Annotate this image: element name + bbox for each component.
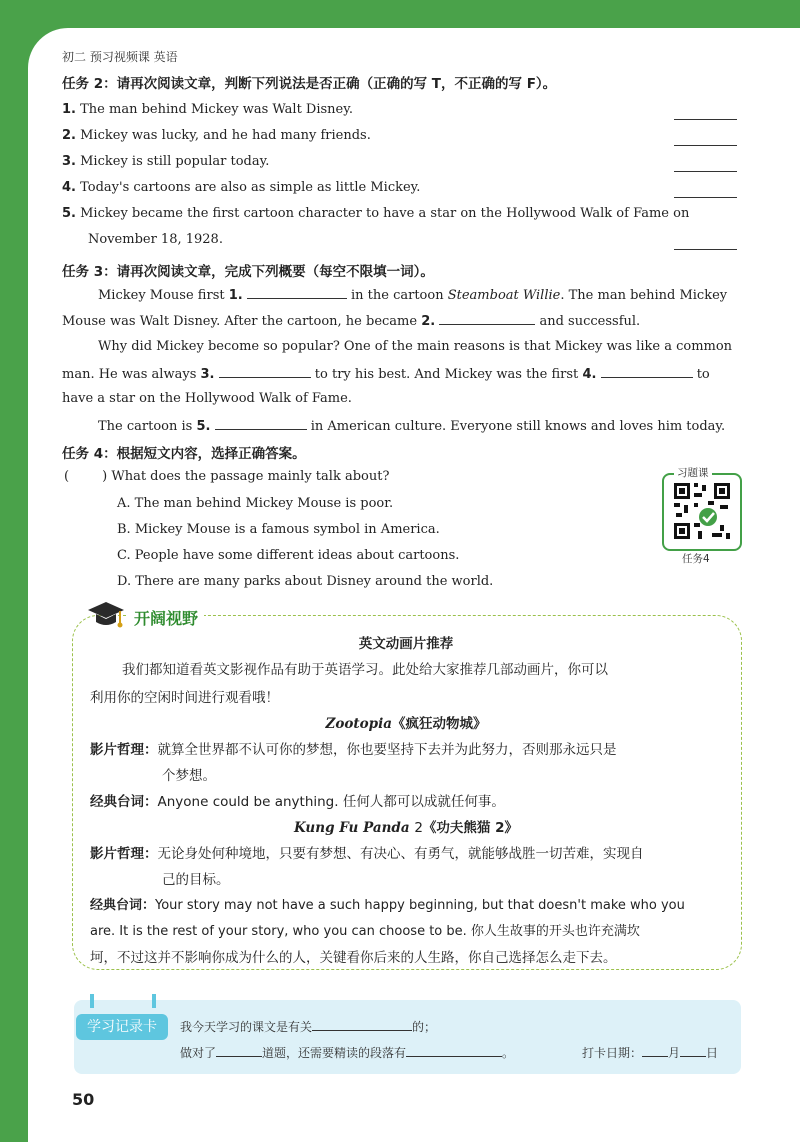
study-record-card <box>74 1000 741 1074</box>
vision-section-title: 开阔视野 <box>128 606 204 629</box>
vision-intro-2: 利用你的空闲时间进行观看哦！ <box>90 690 279 706</box>
summary-line-4: man. He was always 3. to try his best. And Mickey was the first 4. to <box>62 367 710 382</box>
checkin-date: 打卡日期： 月 日 <box>582 1046 719 1060</box>
task2-item-4 <box>62 180 420 195</box>
card-line-2: 做对了 道题，还需要精读的段落有 。 <box>180 1046 515 1060</box>
blank-number: 3. <box>200 367 215 382</box>
blank-number: 1. <box>228 288 243 303</box>
item-number: 5. <box>62 206 76 221</box>
page-header: 初二 预习视频课 英语 <box>62 50 178 64</box>
summary-line-2: Mouse was Walt Disney. After the cartoon, he became 2. and successful. <box>62 314 641 329</box>
option-a[interactable]: A. The man behind Mickey Mouse is poor. <box>117 496 394 511</box>
summary-line-6: The cartoon is 5. in American culture. Everyone still knows and loves him today. <box>98 419 726 434</box>
item-text: The man behind Mickey was Walt Disney. <box>80 102 353 117</box>
summary-blank-5[interactable] <box>215 417 307 430</box>
blank-number: 2. <box>421 314 436 329</box>
answer-blank-3[interactable] <box>674 171 737 172</box>
label: 影片哲理： <box>90 846 158 862</box>
task4-title: 任务 4：根据短文内容，选择正确答案。 <box>62 446 306 462</box>
item-text: Mickey was lucky, and he had many friends. <box>80 128 371 143</box>
card-clip <box>90 994 94 1008</box>
option-c[interactable]: C. People have some different ideas about cartoons. <box>117 548 460 563</box>
item-text: Mickey is still popular today. <box>80 154 270 169</box>
answer-blank-4[interactable] <box>674 197 737 198</box>
film2-philosophy: 影片哲理：无论身处何种境地，只要有梦想、有决心、有勇气，就能够战胜一切苦难，实现自 <box>90 846 644 862</box>
topic-blank[interactable] <box>312 1018 412 1031</box>
task4-question <box>64 469 389 484</box>
question-text: What does the passage mainly talk about? <box>111 469 390 484</box>
item-number: 2. <box>62 128 76 143</box>
card-clip <box>152 994 156 1008</box>
summary-blank-1[interactable] <box>247 286 347 299</box>
correct-count-blank[interactable] <box>216 1044 262 1057</box>
film1-title: Zootopia《疯狂动物城》 <box>325 716 487 732</box>
option-b[interactable]: B. Mickey Mouse is a famous symbol in America. <box>117 522 440 537</box>
card-line-1: 我今天学习的课文是有关 的； <box>180 1020 437 1034</box>
answer-blank-2[interactable] <box>674 145 737 146</box>
task2-item-5-cont: November 18, 1928. <box>88 232 223 247</box>
task2-title: 任务 2：请再次阅读文章，判断下列说法是否正确（正确的写 T，不正确的写 F）。 <box>62 76 557 92</box>
answer-blank-1[interactable] <box>674 119 737 120</box>
task2-item-3 <box>62 154 269 169</box>
answer-blank-5[interactable] <box>674 249 737 250</box>
qr-tag: 习题课 <box>674 465 712 480</box>
film2-quote: 经典台词：Your story may not have a such happy beginning, but that doesn't make who you <box>90 898 685 913</box>
summary-line-3: Why did Mickey become so popular? One of the main reasons is that Mickey was like a common <box>98 339 733 354</box>
summary-blank-3[interactable] <box>219 365 311 378</box>
item-number: 3. <box>62 154 76 169</box>
film1-philosophy-cont: 个梦想。 <box>162 768 216 784</box>
item-number: 1. <box>62 102 76 117</box>
card-label: 学习记录卡 <box>76 1014 168 1040</box>
film2-philosophy-cont: 己的目标。 <box>162 872 230 888</box>
summary-line-5: have a star on the Hollywood Walk of Fame. <box>62 391 352 406</box>
label: 经典台词： <box>90 794 158 810</box>
blank-number: 4. <box>582 367 597 382</box>
workbook-page <box>28 28 800 1142</box>
film2-title: Kung Fu Panda 2《功夫熊猫 2》 <box>294 820 518 836</box>
vision-heading: 英文动画片推荐 <box>358 636 454 652</box>
task3-title: 任务 3：请再次阅读文章，完成下列概要（每空不限填一词）。 <box>62 264 434 280</box>
graduation-cap-icon <box>86 600 126 634</box>
month-blank[interactable] <box>642 1044 668 1057</box>
paragraph-blank[interactable] <box>406 1044 502 1057</box>
summary-blank-2[interactable] <box>439 312 535 325</box>
label: 经典台词： <box>90 898 156 913</box>
film2-quote-cont-2: 坷，不过这并不影响你成为什么的人，关键看你后来的人生路，你自己选择怎么走下去。 <box>90 950 617 966</box>
item-text: Mickey became the first cartoon character to have a star on the Hollywood Walk of Fame on <box>80 206 690 221</box>
summary-blank-4[interactable] <box>601 365 693 378</box>
item-text: Today's cartoons are also as simple as little Mickey. <box>80 180 421 195</box>
film1-quote: 经典台词：Anyone could be anything. 任何人都可以成就任何事。 <box>90 794 505 810</box>
qr-code-icon <box>664 475 740 549</box>
blank-number: 5. <box>196 419 211 434</box>
cartoon-title: Steamboat Willie <box>447 288 561 303</box>
page-number: 50 <box>72 1090 95 1109</box>
option-d[interactable]: D. There are many parks about Disney around the world. <box>117 574 494 589</box>
day-blank[interactable] <box>680 1044 706 1057</box>
qr-code[interactable] <box>662 473 742 551</box>
film1-philosophy: 影片哲理：就算全世界都不认可你的梦想，你也要坚持下去并为此努力，否则那永远只是 <box>90 742 617 758</box>
film2-quote-cont-1: are. It is the rest of your story, who you can choose to be. 你人生故事的开头也许充满坎 <box>90 924 640 939</box>
label: 影片哲理： <box>90 742 158 758</box>
task2-item-1 <box>62 102 353 117</box>
summary-line-1: Mickey Mouse first 1. in the cartoon Steamboat Willie. The man behind Mickey <box>98 288 728 303</box>
qr-caption: 任务4 <box>682 553 710 565</box>
task2-item-5 <box>62 206 689 221</box>
vision-intro-1: 我们都知道看英文影视作品有助于英语学习。此处给大家推荐几部动画片，你可以 <box>122 662 608 678</box>
item-number: 4. <box>62 180 76 195</box>
answer-parentheses[interactable]: ( ) <box>64 469 108 484</box>
task2-item-2 <box>62 128 371 143</box>
